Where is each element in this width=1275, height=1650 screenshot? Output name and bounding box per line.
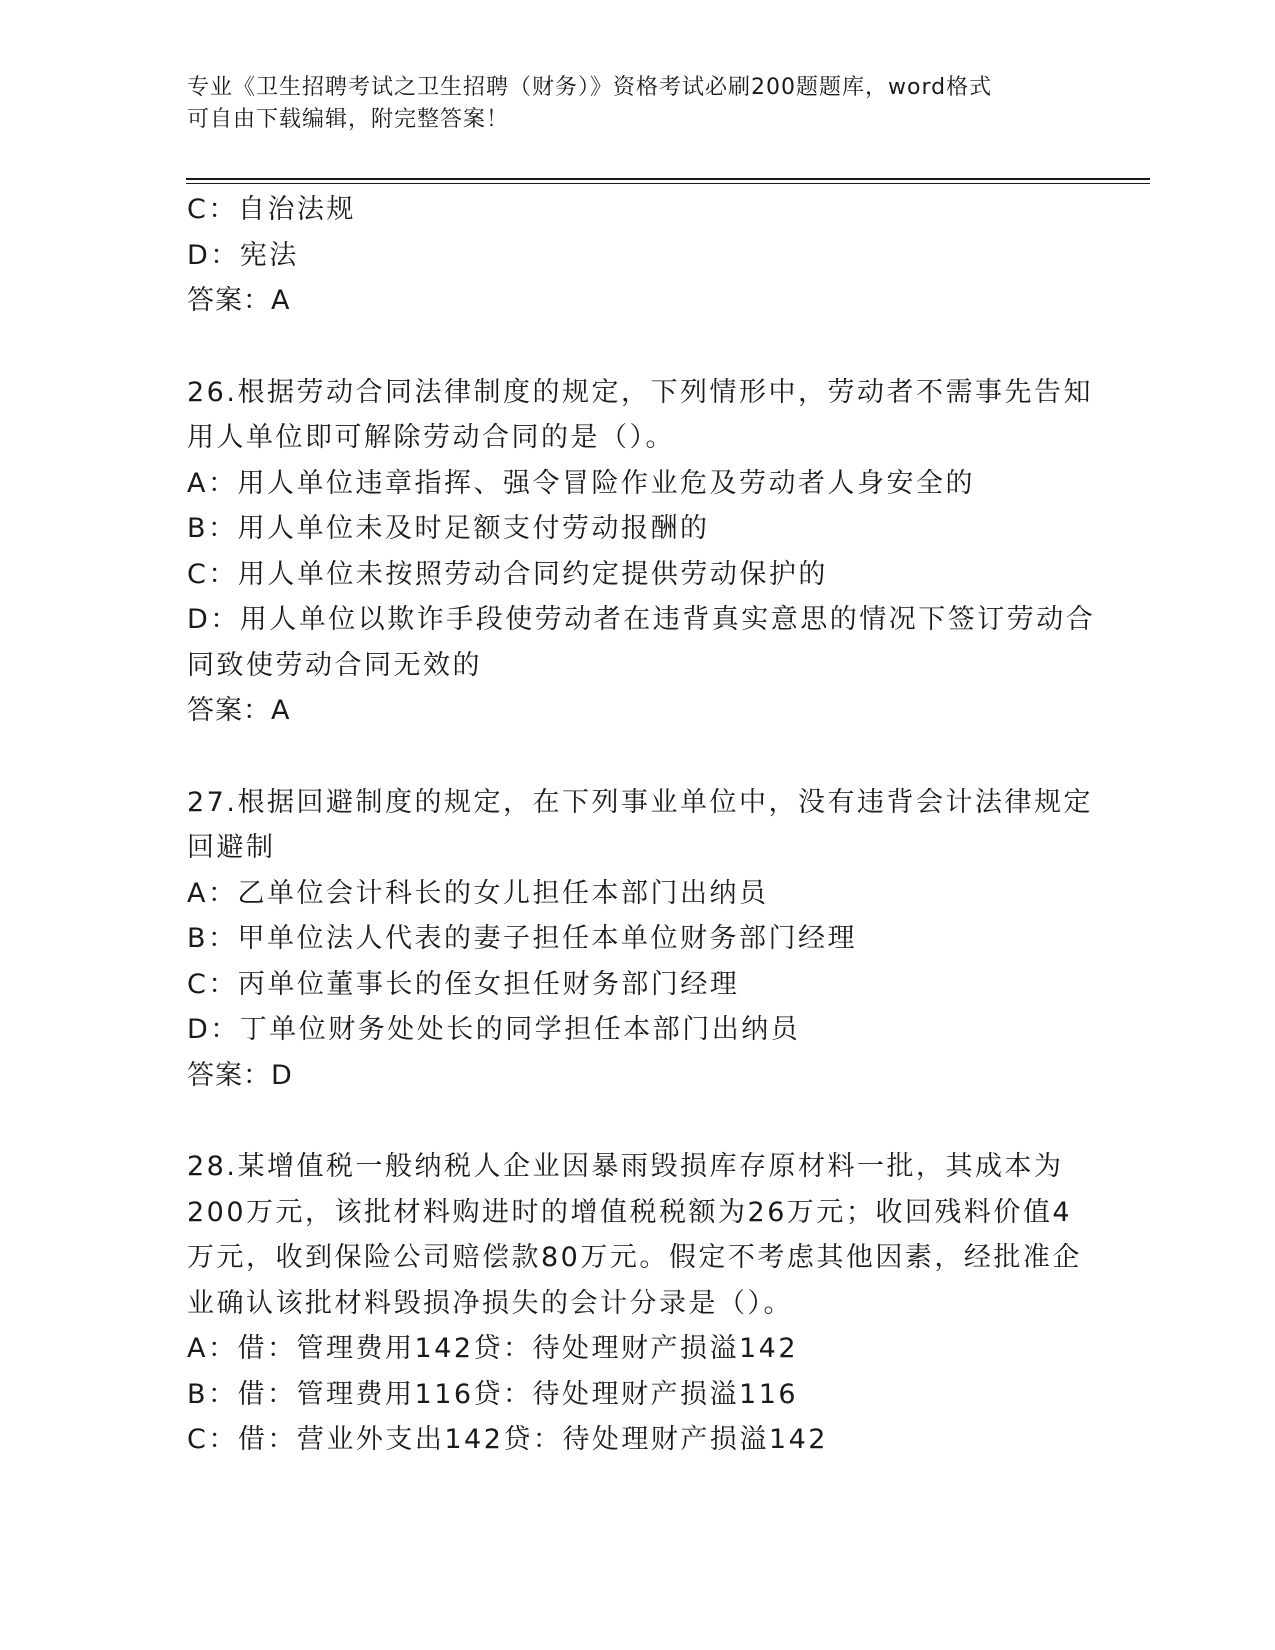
question-stem: 28.某增值税一般纳税人企业因暴雨毁损库存原材料一批，其成本为 (187, 1151, 1064, 1182)
option-a: A：借：管理费用142贷：待处理财产损溢142 (187, 1333, 799, 1364)
header-divider (186, 178, 1150, 180)
question-26 (187, 370, 1096, 734)
spacer (187, 1098, 1087, 1144)
header-title-line: 可自由下载编辑，附完整答案！ (187, 107, 510, 132)
spacer (187, 324, 1087, 370)
question-28 (187, 1144, 1087, 1463)
option-b: B：甲单位法人代表的妻子担任本单位财务部门经理 (187, 923, 858, 954)
question-27 (187, 780, 1093, 1099)
question-stem: 万元，收到保险公司赔偿款80万元。假定不考虑其他因素，经批准企 (187, 1242, 1082, 1273)
option-a: A：乙单位会计科长的女儿担任本部门出纳员 (187, 877, 769, 909)
question-stem: 用人单位即可解除劳动合同的是（）。 (187, 422, 675, 453)
option-d: 同致使劳动合同无效的 (187, 649, 482, 681)
option-d: D：丁单位财务处处长的同学担任本部门出纳员 (187, 1014, 801, 1045)
option-c: C：丙单位董事长的侄女担任财务部门经理 (187, 968, 740, 1000)
spacer (187, 734, 1087, 780)
question-25-tail (187, 187, 1087, 324)
answer: 答案：A (187, 285, 291, 316)
question-stem: 27.根据回避制度的规定，在下列事业单位中，没有违背会计法律规定 (187, 786, 1093, 818)
answer: 答案：D (187, 1059, 293, 1091)
option-d: D：用人单位以欺诈手段使劳动者在违背真实意思的情况下签订劳动合 (187, 604, 1096, 635)
option-c: C：自治法规 (187, 194, 356, 225)
option-c: C：用人单位未按照劳动合同约定提供劳动保护的 (187, 558, 828, 590)
answer: 答案：A (187, 695, 291, 726)
question-stem: 200万元，该批材料购进时的增值税税额为26万元；收回残料价值4 (187, 1196, 1073, 1228)
question-stem: 业确认该批材料毁损净损失的会计分录是（）。 (187, 1287, 793, 1319)
header-title-line: 专业《卫生招聘考试之卫生招聘（财务）》资格考试必刷200题题库，word格式 (187, 75, 993, 100)
option-c: C：借：营业外支出142贷：待处理财产损溢142 (187, 1424, 828, 1455)
option-d: D：宪法 (187, 239, 299, 271)
option-b: B：借：管理费用116贷：待处理财产损溢116 (187, 1378, 799, 1410)
option-b: B：用人单位未及时足额支付劳动报酬的 (187, 513, 710, 544)
option-a: A：用人单位违章指挥、强令冒险作业危及劳动者人身安全的 (187, 467, 975, 499)
header-divider (186, 183, 1150, 184)
question-stem: 26.根据劳动合同法律制度的规定，下列情形中，劳动者不需事先告知 (187, 376, 1093, 408)
question-list (187, 187, 1096, 1463)
question-stem: 回避制 (187, 832, 276, 863)
page-header (187, 72, 1087, 136)
